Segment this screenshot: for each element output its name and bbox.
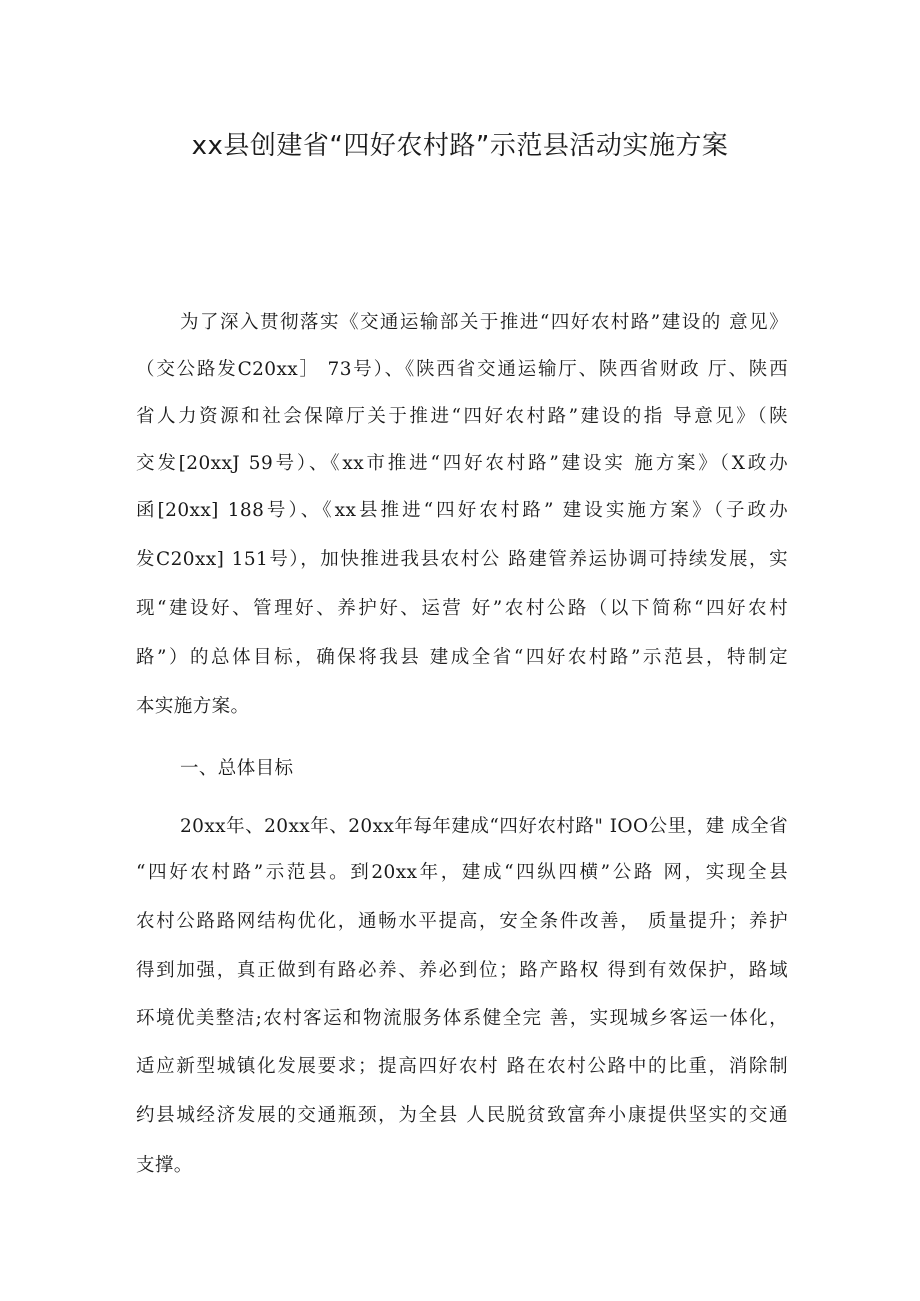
text-line: 为了深入贯彻落实《交通运输部关于推进“四好农村路”建设的 意见》 — [180, 312, 788, 333]
text-line: “四好农村路”示范县。到20xx年，建成“四纵四横”公路 网，实现全县 — [136, 862, 788, 883]
document-title: xx县创建省“四好农村路”示范县活动实施方案 — [191, 131, 729, 161]
text-line: 交发[20xxJ 59号）、《xx市推进“四好农村路”建设实 施方案》（X政办 — [136, 453, 788, 474]
text-line: 省人力资源和社会保障厅关于推进“四好农村路”建设的指 导意见》（陕 — [136, 406, 788, 427]
text-line: 20xx年、20xx年、20xx年每年建成“四好农村路" IOO公里，建 成全省 — [180, 816, 788, 837]
text-line: 路”）的总体目标，确保将我县 建成全省“四好农村路”示范县，特制定 — [136, 647, 788, 668]
text-line: 约县城经济发展的交通瓶颈，为全县 人民脱贫致富奔小康提供坚实的交通 — [136, 1105, 788, 1126]
text-line: 环境优美整洁;农村客运和物流服务体系健全完 善，实现城乡客运一体化， — [136, 1008, 788, 1029]
section-heading: 一、总体目标 — [180, 758, 294, 779]
text-line: 发C20xx] 151号），加快推进我县农村公 路建管养运协调可持续发展，实 — [136, 549, 788, 570]
text-line: 得到加强，真正做到有路必养、养必到位；路产路权 得到有效保护，路域 — [136, 960, 788, 981]
text-line: 适应新型城镇化发展要求；提高四好农村 路在农村公路中的比重，消除制 — [136, 1056, 788, 1077]
text-line: 支撑。 — [136, 1155, 193, 1176]
text-line: （交公路发C20xx］ 73号）、《陕西省交通运输厅、陕西省财政 厅、陕西 — [136, 359, 788, 380]
text-line: 函[20xx] 188号）、《xx县推进“四好农村路” 建设实施方案》（子政办 — [136, 500, 788, 521]
text-line: 现“建设好、管理好、养护好、运营 好”农村公路（以下简称“四好农村 — [136, 598, 788, 619]
text-line: 本实施方案。 — [136, 696, 250, 717]
text-line: 农村公路路网结构优化，通畅水平提高，安全条件改善， 质量提升；养护 — [136, 911, 788, 932]
